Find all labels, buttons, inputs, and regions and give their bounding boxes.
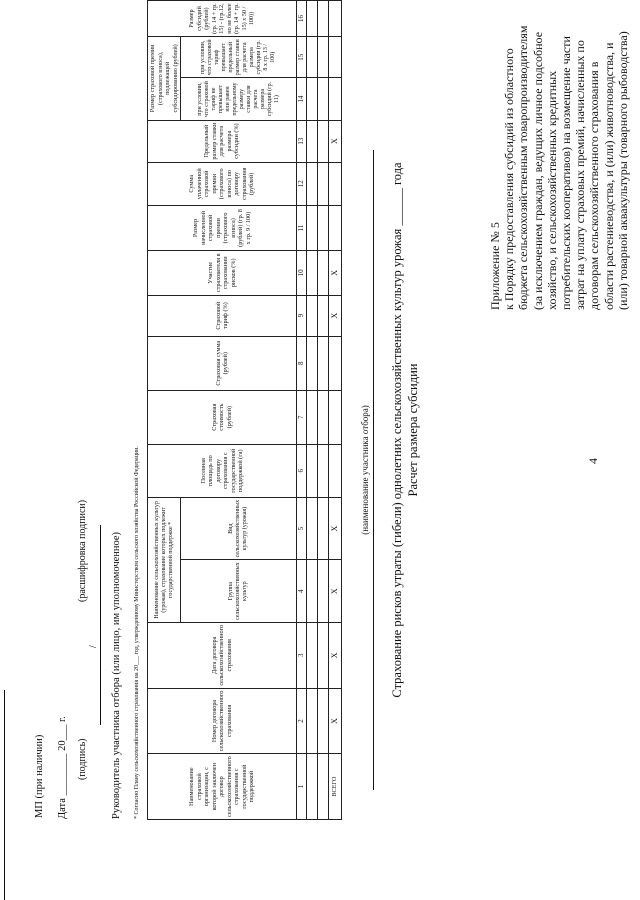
header-org: Наименование страховой организации, с которой заключен договор сельскохозяйственного страхования с государственной поддержкой <box>148 754 297 820</box>
column-number: 12 <box>297 162 307 205</box>
appendix-line: затрат на уплату страховых премий, начисленных по <box>573 40 588 310</box>
table-cell <box>329 390 342 444</box>
column-number: 1 <box>297 754 307 820</box>
signature-caption: (подпись) <box>77 738 88 780</box>
header-premium-sub2: при условии, что страховой тариф превышает предельный размер ставки для расчета размера субсидии (гр. 8 x гр. 13 / 100) <box>181 37 297 78</box>
header-premium-accrued: Размер начисленной страховой премии (страхового взноса) (рублей) (гр. 8 x гр. 9 / 100) <box>148 205 297 250</box>
table-cell <box>318 162 329 205</box>
header-premium-parent: Размер страховой премии (страхового взноса), подлежащей субсидированию (рублей) <box>148 37 181 121</box>
total-label: ВСЕГО <box>329 754 342 820</box>
table-cell <box>307 295 318 336</box>
table-cell <box>307 560 318 623</box>
table-cell <box>307 390 318 444</box>
appendix-line: договорам сельскохозяйственного страхования в <box>587 61 602 310</box>
table-cell <box>329 37 342 78</box>
table-cell <box>329 336 342 390</box>
appendix-line: области растениеводства, и (или) животноводства, и <box>601 42 616 310</box>
header-insured-value: Страховая стоимость (рублей) <box>148 390 297 444</box>
table-cell <box>307 205 318 250</box>
appendix-line: (за исключением граждан, ведущих личное подсобное <box>530 31 545 310</box>
table-row <box>307 1 318 820</box>
table-cell <box>307 251 318 296</box>
page-number: 4 <box>586 458 600 464</box>
header-crop-parent: Наименование сельскохозяйственных культур (урожая), страхование которых подлежит государственной поддержке * <box>148 497 181 622</box>
document-title: Расчет размера субсидии <box>406 363 420 497</box>
participant-caption: (наименование участника отбора) <box>360 405 370 535</box>
decode-caption: (расшифровка подписи) <box>77 499 88 602</box>
column-number: 8 <box>297 336 307 390</box>
column-number: 4 <box>297 560 307 623</box>
table-cell <box>307 688 318 754</box>
header-area: Посевная площадь по договору страхования с государственной поддержкой (га) <box>148 444 297 497</box>
stamp-line: МП (при наличии) <box>34 734 45 818</box>
header-risk-share: Участие страхователя в страховании рисков (%) <box>148 251 297 296</box>
date-line: Дата ________ 20___ г. <box>57 716 68 819</box>
header-contract-number: Номер договора сельскохозяйственного страхования <box>148 688 297 754</box>
column-number: 14 <box>297 78 307 120</box>
table-cell <box>318 560 329 623</box>
table-cell <box>318 336 329 390</box>
header-premium-paid: Сумма уплаченной страховой премии (страхового взноса) по договору страхования (рублей) <box>148 162 297 205</box>
table-cell <box>318 444 329 497</box>
participant-name-line <box>373 150 374 790</box>
table-cell <box>318 120 329 162</box>
appendix-line: Приложение № 5 <box>488 222 502 310</box>
x-mark: X <box>329 120 342 162</box>
header-crop-group: Группа сельскохозяйственных культур <box>181 560 297 623</box>
table-cell <box>318 754 329 820</box>
table-cell <box>329 205 342 250</box>
total-row <box>329 1 342 820</box>
table-cell <box>318 251 329 296</box>
header-subsidy: Размер субсидий (рублей) (гр. 14 + гр. 15) - (гр.12, но не более (гр. 14 + гр. 15) x 50 / 100)) <box>148 1 297 37</box>
column-number: 11 <box>297 205 307 250</box>
x-mark: X <box>329 251 342 296</box>
column-number: 5 <box>297 497 307 560</box>
column-number: 6 <box>297 444 307 497</box>
bottom-rule <box>4 690 5 900</box>
x-mark: X <box>329 295 342 336</box>
header-crop-type: Вид сельскохозяйственных культур (урожая) <box>181 497 297 560</box>
appendix-line: к Порядку предоставления субсидий из областного <box>502 48 517 310</box>
column-number: 16 <box>297 1 307 37</box>
table-cell <box>307 497 318 560</box>
table-cell <box>307 754 318 820</box>
appendix-line: (или) товарной аквакультуры (товарного рыбоводства) <box>615 31 630 310</box>
x-mark: X <box>329 560 342 623</box>
appendix-line: хозяйство, и сельскохозяйственных кредитных <box>544 70 559 310</box>
appendix-line: потребительских кооперативов) на возмещение части <box>559 36 574 310</box>
header-premium-sub1: при условии, что страховой тариф не превышает или равен предельному размеру ставки для расчета размера субсидий (гр. 11) <box>181 78 297 120</box>
header-insured-sum: Страховая сумма (рублей) <box>148 336 297 390</box>
table-cell <box>318 205 329 250</box>
table-cell <box>307 622 318 688</box>
column-number: 2 <box>297 688 307 754</box>
signature-line <box>100 525 101 725</box>
signature-slash: / <box>88 645 99 648</box>
table-cell <box>318 1 329 37</box>
header-tariff: Страховой тариф (%) <box>148 295 297 336</box>
table-cell <box>307 336 318 390</box>
column-number: 7 <box>297 390 307 444</box>
table-cell <box>329 444 342 497</box>
x-mark: X <box>329 688 342 754</box>
x-mark: X <box>329 622 342 688</box>
column-number: 9 <box>297 295 307 336</box>
column-number: 15 <box>297 37 307 78</box>
table-cell <box>307 1 318 37</box>
column-number: 10 <box>297 251 307 296</box>
table-cell <box>318 37 329 78</box>
document-subtitle: Страхование рисков утраты (гибели) однолетних сельскохозяйственных культур урожая ______ года <box>390 162 404 698</box>
table-cell <box>318 295 329 336</box>
column-number: 3 <box>297 622 307 688</box>
subsidy-table <box>147 0 342 820</box>
table-cell <box>329 78 342 120</box>
table-cell <box>318 390 329 444</box>
table-cell <box>329 1 342 37</box>
table-cell <box>307 37 318 78</box>
table-cell <box>318 497 329 560</box>
x-mark: X <box>329 497 342 560</box>
table-cell <box>318 688 329 754</box>
table-cell <box>307 120 318 162</box>
header-max-rate: Предельный размер ставки для расчета размера субсидии (%) <box>148 120 297 162</box>
table-row <box>318 1 329 820</box>
column-number: 13 <box>297 120 307 162</box>
table-cell <box>318 78 329 120</box>
appendix-block <box>488 10 630 310</box>
table-cell <box>318 622 329 688</box>
manager-label: Руководитель участника отбора (или лицо, им уполномоченное) <box>111 531 122 819</box>
footnote: * Согласно Плану сельскохозяйственного страхования на 20___ год, утвержденному Министерством сельского хозяйства Российской Федерации. <box>134 446 140 819</box>
table-cell <box>307 444 318 497</box>
table-cell <box>307 162 318 205</box>
table-cell <box>329 162 342 205</box>
appendix-line: бюджета сельскохозяйственным товаропроизводителям <box>516 25 531 310</box>
table-cell <box>307 78 318 120</box>
header-contract-date: Дата договора сельскохозяйственного страхования <box>148 622 297 688</box>
